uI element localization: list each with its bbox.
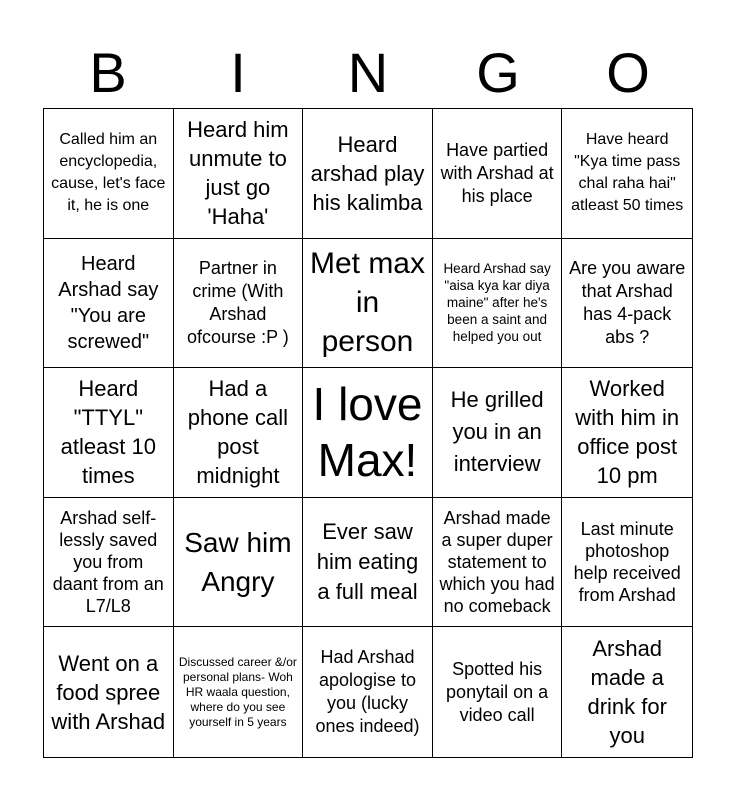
cell-text: Spotted his ponytail on a video call [446, 658, 549, 725]
bingo-cell[interactable] [433, 239, 563, 369]
cell-text: Have partied with Arshad at his place [440, 139, 554, 206]
cell-text: Arshad self-lessly saved you from daant from an L7/L8 [52, 508, 164, 617]
cell-text: Saw him Angry [184, 527, 292, 598]
bingo-cell[interactable] [44, 498, 174, 628]
bingo-cell[interactable] [433, 627, 563, 757]
bingo-cell[interactable] [44, 109, 174, 239]
bingo-cell[interactable] [174, 498, 304, 628]
cell-text: Called him an encyclopedia, cause, let's face it, he is one [51, 131, 166, 215]
cell-text: Last minute photoshop help received from Arshad [573, 519, 681, 606]
cell-text: Arshad made a super duper statement to which you had no comeback [439, 508, 555, 617]
bingo-cell[interactable] [44, 627, 174, 757]
cell-text: Met max in person [309, 247, 425, 359]
cell-text: Had a phone call post midnight [187, 376, 289, 489]
cell-text: Went on a food spree with Arshad [51, 650, 166, 734]
bingo-cell[interactable] [174, 368, 304, 498]
bingo-header [43, 40, 693, 106]
cell-text: Have heard "Kya time pass chal raha hai" atleast 50 times [571, 131, 684, 215]
header-letter-b: B [89, 41, 127, 104]
header-letter-g: G [476, 41, 520, 104]
bingo-cell[interactable] [303, 627, 433, 757]
header-letter-n: N [347, 41, 389, 104]
bingo-cell[interactable] [433, 498, 563, 628]
header-letter-i: I [230, 41, 246, 104]
bingo-cell[interactable] [433, 368, 563, 498]
bingo-cell[interactable] [562, 498, 692, 628]
header-letter-o: O [606, 41, 650, 104]
bingo-cell[interactable] [303, 109, 433, 239]
cell-text: Heard Arshad say "aisa kya kar diya maine" after he's been a saint and helped you out [443, 261, 551, 345]
bingo-cell-free[interactable] [303, 368, 433, 498]
bingo-cell[interactable] [174, 239, 304, 369]
cell-text: Heard "TTYL" atleast 10 times [60, 376, 156, 489]
cell-text: Heard him unmute to just go 'Haha' [187, 117, 289, 230]
bingo-cell[interactable] [562, 239, 692, 369]
cell-text: Discussed career &/or personal plans- Woh HR waala question, where do you see yourself in 5 years [178, 654, 297, 729]
bingo-grid [43, 108, 693, 758]
cell-text: Are you aware that Arshad has 4-pack abs ? [569, 257, 686, 347]
cell-text: Heard Arshad say "You are screwed" [58, 252, 159, 353]
bingo-cell[interactable] [303, 239, 433, 369]
cell-text: He grilled you in an interview [450, 387, 544, 477]
bingo-cell[interactable] [44, 239, 174, 369]
cell-text: Heard arshad play his kalimba [310, 131, 425, 215]
cell-text: I love Max! [312, 378, 423, 487]
bingo-cell[interactable] [433, 109, 563, 239]
bingo-cell[interactable] [174, 627, 304, 757]
cell-text: Ever saw him eating a full meal [316, 519, 419, 605]
bingo-cell[interactable] [303, 498, 433, 628]
bingo-cell[interactable] [562, 109, 692, 239]
bingo-cell[interactable] [44, 368, 174, 498]
cell-text: Partner in crime (With Arshad ofcourse :P ) [187, 257, 289, 347]
cell-text: Arshad made a drink for you [587, 636, 667, 749]
cell-text: Had Arshad apologise to you (lucky ones indeed) [315, 647, 420, 737]
bingo-cell[interactable] [562, 368, 692, 498]
bingo-cell[interactable] [562, 627, 692, 757]
cell-text: Worked with him in office post 10 pm [575, 376, 680, 489]
bingo-cell[interactable] [174, 109, 304, 239]
